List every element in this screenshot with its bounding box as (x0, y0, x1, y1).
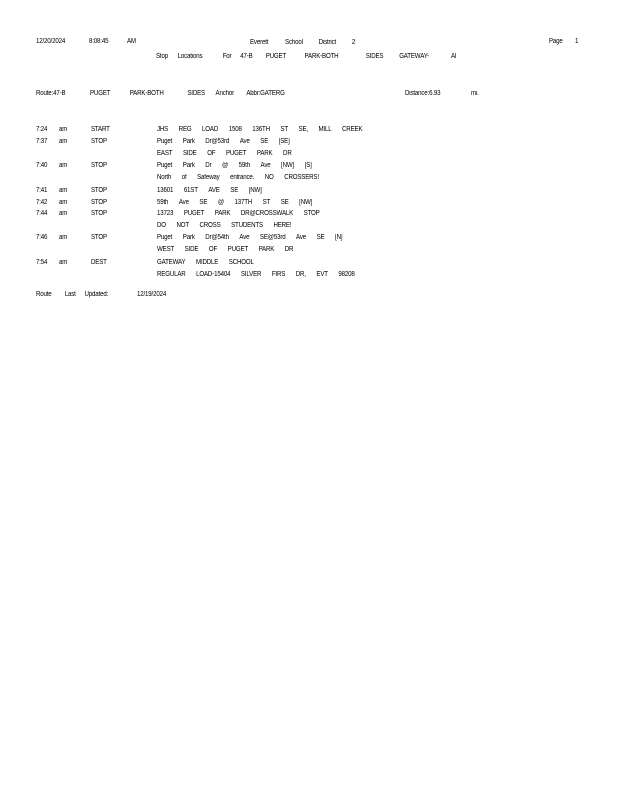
stop-word: Park (182, 138, 195, 145)
stop-time: 7:24 (36, 126, 48, 133)
report-time: 8:08:45 (89, 38, 109, 45)
stop-word: MILL (318, 126, 332, 133)
report-subtitle (156, 53, 456, 61)
stop-word: EVT (316, 271, 328, 278)
stop-word: [SE] (278, 138, 290, 145)
stop-word: 1508 (228, 126, 242, 133)
stop-word: Ave (239, 138, 250, 145)
stop-ampm: am (59, 126, 68, 133)
stop-word: of (181, 174, 187, 181)
page-indicator (549, 38, 578, 46)
stop-word: FIRS (271, 271, 286, 278)
stop-word: HERE! (273, 222, 292, 229)
stop-description-line (157, 246, 304, 254)
stop-word: LOAD (202, 126, 219, 133)
stop-word: 59th (157, 199, 169, 206)
subtitle-word: AI (450, 53, 457, 60)
stop-word: MIDDLE (195, 259, 219, 266)
stop-type: STOP (91, 199, 107, 206)
stop-word: ST (280, 126, 288, 133)
subtitle-word: GATEWAY- (399, 53, 429, 60)
stop-description-line (157, 210, 330, 218)
subtitle-word: SIDES (365, 53, 384, 60)
stop-word: @ (222, 162, 229, 169)
stop-description-line (157, 234, 353, 242)
stop-time: 7:44 (36, 210, 48, 217)
stop-word: SIDE (184, 246, 199, 253)
stop-word: 137TH (234, 199, 253, 206)
route-word: Anchor (215, 90, 235, 97)
route-distance: Distance:6.93 (405, 90, 441, 97)
subtitle-word: Stop (156, 53, 168, 60)
stop-word: 61ST (183, 187, 198, 194)
stop-word: NOT (176, 222, 189, 229)
stop-word: Puget (157, 138, 173, 145)
stop-word: PARK (256, 150, 273, 157)
page-label: Page (549, 38, 563, 45)
footer-word: Last (64, 291, 76, 298)
stop-description-line (157, 271, 365, 279)
stop-word: ST (262, 199, 271, 206)
stop-word: entrance. (230, 174, 255, 181)
stop-word: SIDE (182, 150, 197, 157)
stop-word: Puget (157, 234, 173, 241)
stop-word: OF (207, 150, 216, 157)
stop-time: 7:46 (36, 234, 48, 241)
stop-word: AVE (208, 187, 220, 194)
stop-ampm: am (59, 210, 68, 217)
stop-time: 7:40 (36, 162, 48, 169)
stop-word: PARK (258, 246, 275, 253)
stop-word: North (157, 174, 172, 181)
stop-description-line (157, 259, 264, 267)
stop-word: PUGET (183, 210, 205, 217)
stop-description-line (157, 222, 302, 230)
stop-description-line (157, 162, 322, 170)
subtitle-word: PUGET (265, 53, 287, 60)
stop-word: PUGET (227, 246, 249, 253)
stop-word: SCHOOL (228, 259, 254, 266)
stop-type: DEST (91, 259, 107, 266)
stop-word: REGULAR (157, 271, 186, 278)
stop-description-line (157, 126, 373, 134)
footer-word: Route (36, 291, 52, 298)
org-word: Everett (250, 39, 269, 46)
stop-word: SE, (298, 126, 308, 133)
stop-word: 13723 (157, 210, 174, 217)
stop-ampm: am (59, 234, 68, 241)
route-word: PUGET (90, 90, 111, 97)
org-word: School (285, 39, 303, 46)
stop-type: STOP (91, 187, 107, 194)
stop-word: SE (199, 199, 208, 206)
stop-type: STOP (91, 210, 107, 217)
report-date: 12/20/2024 (36, 38, 66, 45)
stop-time: 7:42 (36, 199, 48, 206)
stop-word: Dr@54th (205, 234, 229, 241)
stop-word: NO (264, 174, 274, 181)
stop-type: STOP (91, 162, 107, 169)
stop-word: SE (316, 234, 325, 241)
org-word: 2 (351, 39, 356, 46)
stop-word: Dr (205, 162, 212, 169)
subtitle-word: 47-B (240, 53, 253, 60)
stop-word: [NW] (281, 162, 295, 169)
stop-word: SE (230, 187, 239, 194)
stop-word: DR, (295, 271, 306, 278)
stop-ampm: am (59, 138, 68, 145)
organization-name (250, 39, 355, 47)
stop-word: DR (284, 246, 294, 253)
stop-word: SE (280, 199, 289, 206)
stop-word: @ (217, 199, 224, 206)
stop-word: [N] (335, 234, 343, 241)
stop-word: [S] (304, 162, 312, 169)
route-word: SIDES (187, 90, 205, 97)
stop-word: DO (157, 222, 166, 229)
stop-ampm: am (59, 162, 68, 169)
stop-word: WEST (157, 246, 175, 253)
route-word: Abbr:GATERG (246, 90, 285, 97)
footer-word: Updated: (84, 291, 109, 298)
stop-word: DR (283, 150, 292, 157)
stop-word: EAST (157, 150, 173, 157)
route-code: Route:47-B (36, 90, 66, 97)
stop-word: 136TH (252, 126, 270, 133)
stop-description-line (157, 174, 329, 182)
stop-word: [NW] (299, 199, 313, 206)
stop-ampm: am (59, 259, 68, 266)
stop-word: DR@CROSSWALK (240, 210, 294, 217)
stop-description-line (157, 138, 300, 146)
stop-time: 7:41 (36, 187, 48, 194)
stop-word: STOP (303, 210, 320, 217)
org-word: District (318, 39, 337, 46)
stop-word: [NW] (248, 187, 262, 194)
distance-unit: mi. (471, 90, 479, 97)
stop-type: STOP (91, 138, 107, 145)
subtitle-word: For (222, 53, 232, 60)
stop-time: 7:54 (36, 259, 48, 266)
stop-word: Ave (239, 234, 250, 241)
stop-word: Ave (178, 199, 189, 206)
stop-type: START (91, 126, 110, 133)
stop-type: STOP (91, 234, 107, 241)
stop-description-line (157, 199, 323, 207)
stop-word: Park (182, 234, 195, 241)
footer-date: 12/19/2024 (137, 291, 167, 298)
stop-ampm: am (59, 199, 68, 206)
stop-word: Ave (260, 162, 271, 169)
stop-word: GATEWAY (157, 259, 186, 266)
subtitle-word: PARK-BOTH (304, 53, 339, 60)
stop-word: 59th (238, 162, 250, 169)
stop-word: PUGET (225, 150, 247, 157)
stop-word: CROSS (199, 222, 221, 229)
stop-description-line (157, 187, 272, 195)
stop-word: PARK (214, 210, 231, 217)
stop-word: SE@53rd (259, 234, 286, 241)
stop-word: SE (260, 138, 269, 145)
stop-word: JHS (157, 126, 169, 133)
stop-word: REG (178, 126, 192, 133)
stop-description-line (157, 150, 302, 158)
stop-word: Dr@53rd (205, 138, 230, 145)
footer-label (36, 291, 108, 299)
stop-word: LOAD-15404 (196, 271, 231, 278)
stop-time: 7:37 (36, 138, 48, 145)
stop-word: SILVER (240, 271, 262, 278)
stop-word: 98208 (338, 271, 355, 278)
route-name (90, 90, 285, 98)
subtitle-word: Locations (177, 53, 203, 60)
stop-ampm: am (59, 187, 68, 194)
stop-word: CROSSERS! (284, 174, 319, 181)
stop-word: 13601 (157, 187, 174, 194)
stop-word: CREEK (342, 126, 363, 133)
stop-word: Puget (157, 162, 173, 169)
page-number: 1 (575, 38, 579, 45)
stop-word: Ave (296, 234, 307, 241)
route-word: PARK-BOTH (129, 90, 164, 97)
stop-word: STUDENTS (231, 222, 263, 229)
report-ampm: AM (127, 38, 136, 45)
stop-word: Safeway (197, 174, 220, 181)
stop-word: Park (182, 162, 195, 169)
stop-word: OF (208, 246, 218, 253)
